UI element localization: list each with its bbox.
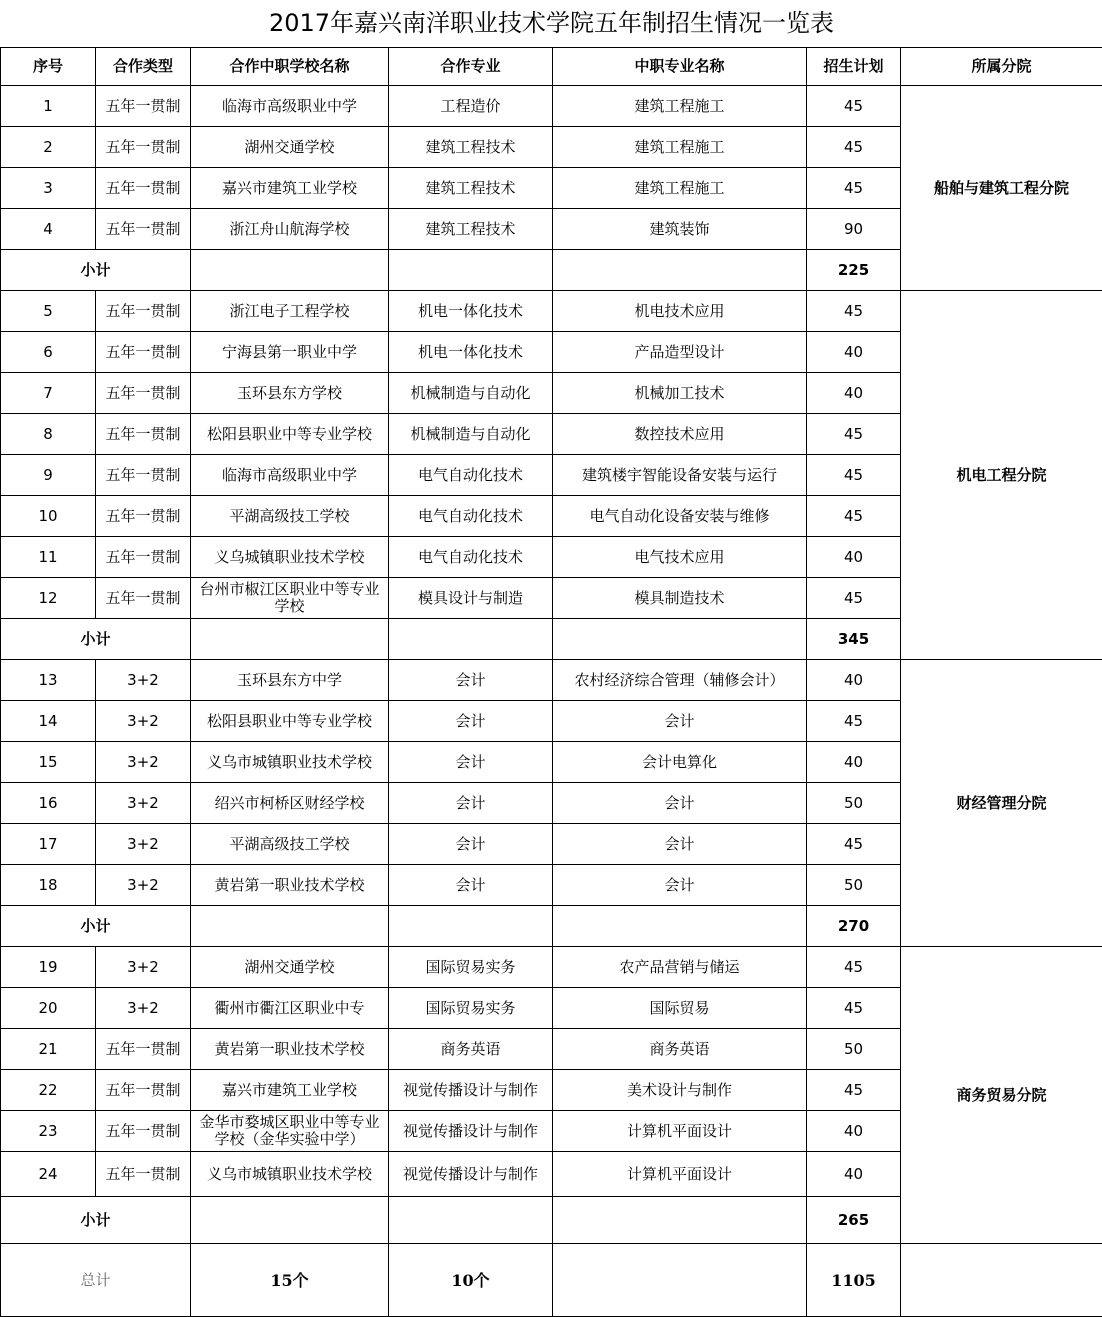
row-secondary-major: 会计: [553, 701, 807, 742]
row-major: 机械制造与自动化: [389, 373, 553, 414]
row-school: 宁海县第一职业中学: [191, 332, 389, 373]
row-secondary-major: 国际贸易: [553, 988, 807, 1029]
row-major: 视觉传播设计与制作: [389, 1152, 553, 1197]
row-secondary-major: 建筑工程施工: [553, 86, 807, 127]
row-type: 五年一贯制: [96, 1152, 191, 1197]
department-cell: 机电工程分院: [901, 291, 1102, 660]
row-secondary-major: 建筑装饰: [553, 209, 807, 250]
department-cell: 商务贸易分院: [901, 947, 1102, 1244]
row-index: 17: [1, 824, 96, 865]
header-index: 序号: [1, 48, 96, 86]
row-school: 义乌市城镇职业技术学校: [191, 742, 389, 783]
row-major: 会计: [389, 701, 553, 742]
row-type: 3+2: [96, 742, 191, 783]
row-index: 2: [1, 127, 96, 168]
header-type: 合作类型: [96, 48, 191, 86]
row-type: 五年一贯制: [96, 209, 191, 250]
row-plan: 45: [807, 824, 901, 865]
row-secondary-major: 建筑楼宇智能设备安装与运行: [553, 455, 807, 496]
row-plan: 40: [807, 1111, 901, 1152]
row-plan: 45: [807, 701, 901, 742]
row-index: 16: [1, 783, 96, 824]
row-type: 五年一贯制: [96, 332, 191, 373]
empty-cell: [553, 906, 807, 947]
department-cell: 财经管理分院: [901, 660, 1102, 947]
row-type: 3+2: [96, 947, 191, 988]
row-type: 五年一贯制: [96, 496, 191, 537]
row-school: 玉环县东方学校: [191, 373, 389, 414]
row-major: 电气自动化技术: [389, 537, 553, 578]
row-type: 五年一贯制: [96, 1070, 191, 1111]
subtotal-value: 265: [807, 1197, 901, 1244]
row-secondary-major: 电气自动化设备安装与维修: [553, 496, 807, 537]
row-plan: 45: [807, 168, 901, 209]
row-index: 21: [1, 1029, 96, 1070]
row-index: 4: [1, 209, 96, 250]
row-plan: 45: [807, 414, 901, 455]
row-school: 义乌城镇职业技术学校: [191, 537, 389, 578]
row-major: 会计: [389, 742, 553, 783]
row-secondary-major: 机电技术应用: [553, 291, 807, 332]
table-row: [1, 660, 1102, 701]
row-secondary-major: 会计: [553, 865, 807, 906]
row-plan: 45: [807, 127, 901, 168]
row-type: 五年一贯制: [96, 373, 191, 414]
header-major: 合作专业: [389, 48, 553, 86]
row-type: 3+2: [96, 824, 191, 865]
row-school: 临海市高级职业中学: [191, 86, 389, 127]
row-school: 台州市椒江区职业中等专业学校: [191, 578, 389, 619]
row-secondary-major: 商务英语: [553, 1029, 807, 1070]
row-type: 3+2: [96, 701, 191, 742]
row-index: 22: [1, 1070, 96, 1111]
row-plan: 45: [807, 496, 901, 537]
empty-cell: [389, 1197, 553, 1244]
row-school: 湖州交通学校: [191, 127, 389, 168]
row-major: 会计: [389, 865, 553, 906]
table-row: [1, 947, 1102, 988]
total-row: [1, 1244, 1102, 1317]
row-secondary-major: 会计电算化: [553, 742, 807, 783]
row-school: 浙江舟山航海学校: [191, 209, 389, 250]
table-title: 2017年嘉兴南洋职业技术学院五年制招生情况一览表: [1, 0, 1102, 48]
row-school: 嘉兴市建筑工业学校: [191, 168, 389, 209]
empty-cell: [191, 906, 389, 947]
row-school: 浙江电子工程学校: [191, 291, 389, 332]
subtotal-label: 小计: [1, 619, 191, 660]
row-secondary-major: 会计: [553, 824, 807, 865]
row-school: 金华市婺城区职业中等专业学校（金华实验中学）: [191, 1111, 389, 1152]
row-major: 建筑工程技术: [389, 209, 553, 250]
row-type: 五年一贯制: [96, 86, 191, 127]
total-label: 总计: [1, 1244, 191, 1317]
row-major: 机电一体化技术: [389, 291, 553, 332]
empty-cell: [389, 906, 553, 947]
table-row: [1, 291, 1102, 332]
row-secondary-major: 美术设计与制作: [553, 1070, 807, 1111]
row-school: 平湖高级技工学校: [191, 824, 389, 865]
row-major: 机械制造与自动化: [389, 414, 553, 455]
row-index: 23: [1, 1111, 96, 1152]
empty-cell: [389, 250, 553, 291]
row-index: 10: [1, 496, 96, 537]
row-index: 6: [1, 332, 96, 373]
row-index: 18: [1, 865, 96, 906]
row-major: 电气自动化技术: [389, 455, 553, 496]
row-major: 模具设计与制造: [389, 578, 553, 619]
row-index: 14: [1, 701, 96, 742]
row-major: 视觉传播设计与制作: [389, 1070, 553, 1111]
row-school: 义乌市城镇职业技术学校: [191, 1152, 389, 1197]
row-index: 1: [1, 86, 96, 127]
row-type: 3+2: [96, 783, 191, 824]
row-school: 平湖高级技工学校: [191, 496, 389, 537]
row-index: 12: [1, 578, 96, 619]
subtotal-label: 小计: [1, 906, 191, 947]
row-type: 五年一贯制: [96, 291, 191, 332]
row-type: 3+2: [96, 865, 191, 906]
row-major: 会计: [389, 660, 553, 701]
row-secondary-major: 机械加工技术: [553, 373, 807, 414]
row-index: 9: [1, 455, 96, 496]
row-school: 临海市高级职业中学: [191, 455, 389, 496]
empty-cell: [553, 1244, 807, 1317]
row-plan: 40: [807, 373, 901, 414]
row-plan: 45: [807, 1070, 901, 1111]
row-secondary-major: 模具制造技术: [553, 578, 807, 619]
row-school: 湖州交通学校: [191, 947, 389, 988]
row-secondary-major: 会计: [553, 783, 807, 824]
row-type: 3+2: [96, 988, 191, 1029]
row-type: 五年一贯制: [96, 455, 191, 496]
row-major: 工程造价: [389, 86, 553, 127]
row-type: 五年一贯制: [96, 127, 191, 168]
row-school: 衢州市衢江区职业中专: [191, 988, 389, 1029]
subtotal-value: 270: [807, 906, 901, 947]
row-index: 3: [1, 168, 96, 209]
row-type: 五年一贯制: [96, 1111, 191, 1152]
empty-cell: [191, 250, 389, 291]
empty-cell: [553, 619, 807, 660]
row-plan: 50: [807, 783, 901, 824]
department-cell: 船舶与建筑工程分院: [901, 86, 1102, 291]
subtotal-value: 345: [807, 619, 901, 660]
row-index: 24: [1, 1152, 96, 1197]
row-major: 视觉传播设计与制作: [389, 1111, 553, 1152]
subtotal-label: 小计: [1, 250, 191, 291]
row-type: 五年一贯制: [96, 1029, 191, 1070]
row-school: 松阳县职业中等专业学校: [191, 414, 389, 455]
row-secondary-major: 计算机平面设计: [553, 1152, 807, 1197]
row-plan: 40: [807, 660, 901, 701]
row-major: 国际贸易实务: [389, 988, 553, 1029]
row-secondary-major: 计算机平面设计: [553, 1111, 807, 1152]
row-major: 建筑工程技术: [389, 168, 553, 209]
row-plan: 40: [807, 1152, 901, 1197]
row-plan: 40: [807, 332, 901, 373]
row-type: 3+2: [96, 660, 191, 701]
row-school: 黄岩第一职业技术学校: [191, 1029, 389, 1070]
row-index: 5: [1, 291, 96, 332]
empty-cell: [553, 1197, 807, 1244]
total-schools: 15个: [191, 1244, 389, 1317]
row-type: 五年一贯制: [96, 168, 191, 209]
row-school: 黄岩第一职业技术学校: [191, 865, 389, 906]
row-plan: 50: [807, 1029, 901, 1070]
row-index: 7: [1, 373, 96, 414]
row-plan: 45: [807, 86, 901, 127]
subtotal-value: 225: [807, 250, 901, 291]
header-department: 所属分院: [901, 48, 1102, 86]
empty-cell: [191, 619, 389, 660]
row-index: 13: [1, 660, 96, 701]
row-secondary-major: 电气技术应用: [553, 537, 807, 578]
row-major: 电气自动化技术: [389, 496, 553, 537]
total-majors: 10个: [389, 1244, 553, 1317]
row-plan: 40: [807, 742, 901, 783]
total-plan: 1105: [807, 1244, 901, 1317]
row-plan: 45: [807, 455, 901, 496]
row-index: 8: [1, 414, 96, 455]
header-school: 合作中职学校名称: [191, 48, 389, 86]
row-secondary-major: 农村经济综合管理（辅修会计）: [553, 660, 807, 701]
row-plan: 90: [807, 209, 901, 250]
row-index: 11: [1, 537, 96, 578]
row-major: 建筑工程技术: [389, 127, 553, 168]
row-index: 20: [1, 988, 96, 1029]
row-index: 19: [1, 947, 96, 988]
row-major: 机电一体化技术: [389, 332, 553, 373]
row-major: 会计: [389, 824, 553, 865]
empty-cell: [553, 250, 807, 291]
header-secondary-major: 中职专业名称: [553, 48, 807, 86]
empty-cell: [389, 619, 553, 660]
row-secondary-major: 农产品营销与储运: [553, 947, 807, 988]
row-major: 商务英语: [389, 1029, 553, 1070]
table-row: [1, 86, 1102, 127]
row-school: 松阳县职业中等专业学校: [191, 701, 389, 742]
header-row: [1, 48, 1102, 86]
row-secondary-major: 建筑工程施工: [553, 168, 807, 209]
row-secondary-major: 建筑工程施工: [553, 127, 807, 168]
empty-cell: [901, 1244, 1102, 1317]
row-major: 国际贸易实务: [389, 947, 553, 988]
row-index: 15: [1, 742, 96, 783]
header-plan: 招生计划: [807, 48, 901, 86]
row-school: 绍兴市柯桥区财经学校: [191, 783, 389, 824]
row-major: 会计: [389, 783, 553, 824]
row-type: 五年一贯制: [96, 414, 191, 455]
row-plan: 45: [807, 578, 901, 619]
subtotal-label: 小计: [1, 1197, 191, 1244]
row-plan: 45: [807, 988, 901, 1029]
row-secondary-major: 数控技术应用: [553, 414, 807, 455]
row-school: 玉环县东方中学: [191, 660, 389, 701]
row-secondary-major: 产品造型设计: [553, 332, 807, 373]
row-plan: 50: [807, 865, 901, 906]
row-plan: 45: [807, 291, 901, 332]
row-plan: 40: [807, 537, 901, 578]
row-type: 五年一贯制: [96, 537, 191, 578]
row-type: 五年一贯制: [96, 578, 191, 619]
empty-cell: [191, 1197, 389, 1244]
row-plan: 45: [807, 947, 901, 988]
row-school: 嘉兴市建筑工业学校: [191, 1070, 389, 1111]
